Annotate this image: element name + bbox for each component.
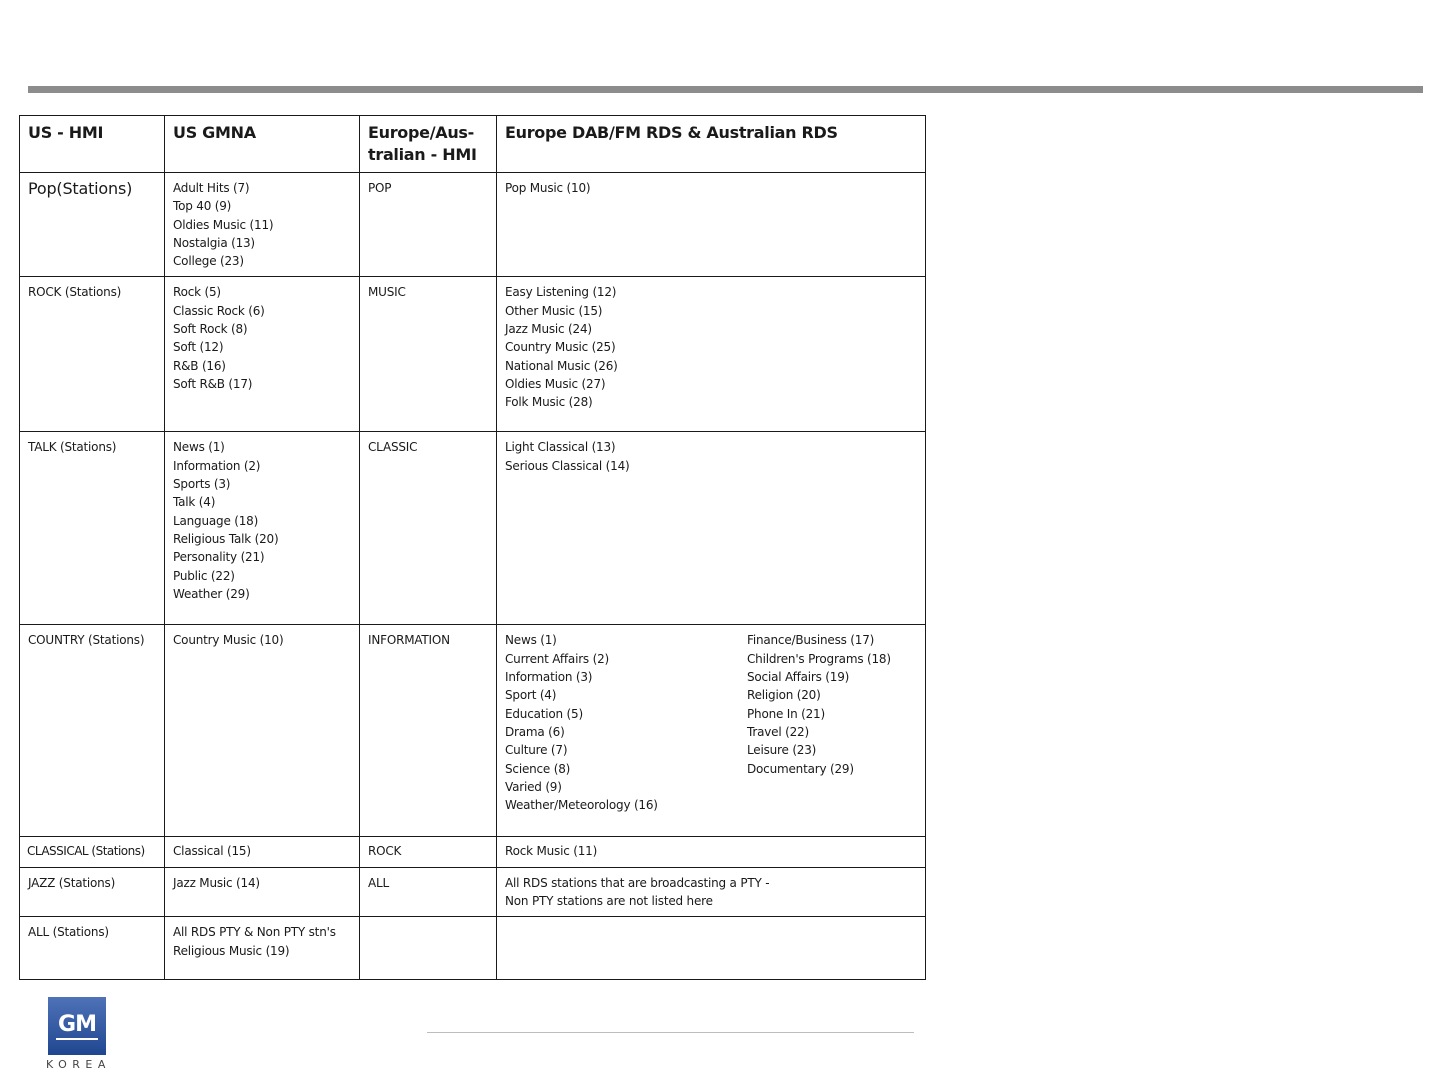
cell-eu-hmi: ALL bbox=[360, 867, 497, 917]
gm-logo bbox=[48, 997, 106, 1055]
list-item: Information (3) bbox=[505, 670, 593, 685]
list-item: Rock Music (11) bbox=[505, 844, 598, 859]
list-item: Sport (4) bbox=[505, 688, 557, 703]
list-item: All RDS PTY & Non PTY stn's bbox=[173, 925, 336, 940]
cell-us-gmna bbox=[165, 432, 360, 625]
table-row bbox=[20, 173, 926, 277]
list-item: Weather/Meteorology (16) bbox=[505, 798, 658, 813]
list-item: Education (5) bbox=[505, 706, 583, 721]
cell-eu-rds bbox=[497, 625, 926, 837]
list-item: Talk (4) bbox=[173, 495, 216, 510]
list-item: Easy Listening (12) bbox=[505, 285, 617, 300]
gm-logo-mark: GM bbox=[56, 1013, 98, 1040]
cell-us-gmna bbox=[165, 867, 360, 917]
eu-rds-right-list bbox=[747, 631, 891, 814]
list-item: Country Music (10) bbox=[173, 633, 284, 648]
list-item: Nostalgia (13) bbox=[173, 235, 255, 250]
list-item: R&B (16) bbox=[173, 358, 226, 373]
list-item: Other Music (15) bbox=[505, 303, 603, 318]
list-item: Personality (21) bbox=[173, 550, 265, 565]
list-item: Social Affairs (19) bbox=[747, 670, 850, 685]
list-item: Sports (3) bbox=[173, 477, 231, 492]
list-item: Information (2) bbox=[173, 458, 261, 473]
list-item: Travel (22) bbox=[747, 724, 809, 739]
list-item: Adult Hits (7) bbox=[173, 181, 250, 195]
list-item: Jazz Music (24) bbox=[505, 322, 592, 337]
header-row bbox=[20, 116, 926, 173]
table-row bbox=[20, 917, 926, 980]
cell-eu-rds bbox=[497, 173, 926, 277]
cell-us-hmi: TALK (Stations) bbox=[20, 432, 165, 625]
cell-us-hmi: JAZZ (Stations) bbox=[20, 867, 165, 917]
list-item: Serious Classical (14) bbox=[505, 458, 630, 473]
cell-eu-hmi bbox=[360, 917, 497, 980]
cell-eu-hmi: INFORMATION bbox=[360, 625, 497, 837]
table-row bbox=[20, 625, 926, 837]
cell-us-hmi: CLASSICAL (Stations) bbox=[20, 837, 165, 867]
top-divider bbox=[28, 86, 1423, 93]
footer-divider bbox=[427, 1032, 914, 1033]
eu-rds-left-list bbox=[505, 631, 747, 814]
table-row bbox=[20, 837, 926, 867]
list-item: Non PTY stations are not listed here bbox=[505, 894, 713, 909]
gm-logo-subtitle: KOREA bbox=[46, 1058, 111, 1071]
list-item: Children's Programs (18) bbox=[747, 651, 891, 666]
list-item: College (23) bbox=[173, 254, 244, 269]
list-item: Soft (12) bbox=[173, 340, 224, 355]
list-item: Culture (7) bbox=[505, 743, 568, 758]
list-item: News (1) bbox=[173, 440, 225, 455]
header-us-hmi: US - HMI bbox=[20, 116, 165, 173]
cell-eu-hmi: ROCK bbox=[360, 837, 497, 867]
cell-us-gmna bbox=[165, 277, 360, 432]
list-item: Language (18) bbox=[173, 513, 259, 528]
list-item: Leisure (23) bbox=[747, 743, 817, 758]
cell-us-hmi: ROCK (Stations) bbox=[20, 277, 165, 432]
cell-eu-rds bbox=[497, 917, 926, 980]
list-item: Oldies Music (27) bbox=[505, 376, 606, 391]
list-item: Drama (6) bbox=[505, 724, 565, 739]
cell-us-hmi: Pop(Stations) bbox=[20, 173, 165, 277]
cell-us-gmna bbox=[165, 917, 360, 980]
list-item: Religion (20) bbox=[747, 688, 821, 703]
list-item: Religious Music (19) bbox=[173, 943, 290, 958]
cell-eu-rds bbox=[497, 432, 926, 625]
list-item: Pop Music (10) bbox=[505, 181, 591, 195]
list-item: Rock (5) bbox=[173, 285, 221, 300]
list-item: All RDS stations that are broadcasting a PTY - bbox=[505, 875, 770, 890]
cell-eu-rds bbox=[497, 837, 926, 867]
cell-eu-hmi: POP bbox=[360, 173, 497, 277]
list-item: Country Music (25) bbox=[505, 340, 616, 355]
list-item: Oldies Music (11) bbox=[173, 217, 274, 232]
list-item: Religious Talk (20) bbox=[173, 531, 279, 546]
list-item: Weather (29) bbox=[173, 586, 250, 601]
list-item: Light Classical (13) bbox=[505, 440, 616, 455]
cell-us-hmi: COUNTRY (Stations) bbox=[20, 625, 165, 837]
header-us-gmna: US GMNA bbox=[165, 116, 360, 173]
header-eu-au-hmi: Europe/Aus- tralian - HMI bbox=[360, 116, 497, 173]
list-item: Jazz Music (14) bbox=[173, 875, 260, 890]
list-item: Phone In (21) bbox=[747, 706, 825, 721]
list-item: Finance/Business (17) bbox=[747, 633, 875, 648]
list-item: Documentary (29) bbox=[747, 761, 854, 776]
table-row bbox=[20, 867, 926, 917]
cell-eu-hmi: MUSIC bbox=[360, 277, 497, 432]
list-item: Classic Rock (6) bbox=[173, 303, 265, 318]
list-item: Science (8) bbox=[505, 761, 571, 776]
cell-us-gmna bbox=[165, 837, 360, 867]
list-item: Classical (15) bbox=[173, 844, 251, 859]
cell-eu-rds bbox=[497, 277, 926, 432]
cell-us-hmi: ALL (Stations) bbox=[20, 917, 165, 980]
pty-mapping-table bbox=[19, 115, 926, 980]
list-item: Soft R&B (17) bbox=[173, 376, 253, 391]
header-eu-au-rds: Europe DAB/FM RDS & Australian RDS bbox=[497, 116, 926, 173]
cell-us-gmna bbox=[165, 173, 360, 277]
cell-eu-hmi: CLASSIC bbox=[360, 432, 497, 625]
cell-us-gmna bbox=[165, 625, 360, 837]
list-item: Top 40 (9) bbox=[173, 199, 232, 214]
list-item: Soft Rock (8) bbox=[173, 322, 248, 337]
list-item: News (1) bbox=[505, 633, 557, 648]
list-item: Folk Music (28) bbox=[505, 395, 593, 410]
table-row bbox=[20, 432, 926, 625]
list-item: National Music (26) bbox=[505, 358, 618, 373]
list-item: Varied (9) bbox=[505, 779, 562, 794]
table-row bbox=[20, 277, 926, 432]
list-item: Current Affairs (2) bbox=[505, 651, 610, 666]
list-item: Public (22) bbox=[173, 568, 235, 583]
cell-eu-rds bbox=[497, 867, 926, 917]
